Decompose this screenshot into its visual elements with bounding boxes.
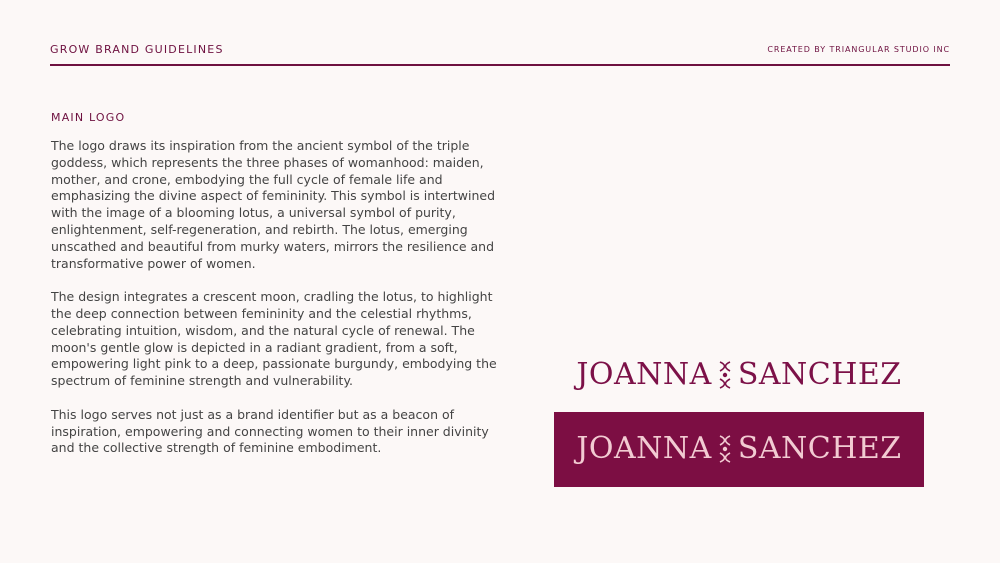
triple-moon-icon: [716, 434, 734, 464]
logo-description: [51, 138, 501, 474]
logo-last-name: SANCHEZ: [737, 357, 902, 392]
logo-wordmark-inverted: [554, 431, 924, 466]
logo-light-version: [554, 350, 924, 400]
logo-dark-version: [554, 412, 924, 487]
logo-first-name-inverted: JOANNA: [576, 431, 712, 466]
header-divider: [50, 64, 950, 66]
guidelines-title: GROW BRAND GUIDELINES: [50, 43, 224, 56]
section-title: MAIN LOGO: [51, 111, 126, 124]
paragraph-2: The design integrates a crescent moon, cradling the lotus, to highlight the deep connection between femininity and the celestial rhythms, celebrating intuition, wisdom, and the natural cycle of renewal. The moon's gentle glow is depicted in a radiant gradient, from a soft, empowering light pink to a deep, passionate burgundy, embodying the spectrum of feminine strength and vulnerability.: [51, 289, 497, 389]
studio-credit: CREATED BY TRIANGULAR STUDIO INC: [767, 45, 950, 54]
logo-first-name: JOANNA: [576, 357, 712, 392]
paragraph-3: This logo serves not just as a brand identifier but as a beacon of inspiration, empowering and connecting women to their inner divinity and the collective strength of feminine embodiment.: [51, 406, 489, 456]
triple-moon-icon: [716, 360, 734, 390]
logo-last-name-inverted: SANCHEZ: [737, 431, 902, 466]
logo-wordmark: [554, 357, 924, 392]
paragraph-1: The logo draws its inspiration from the ancient symbol of the triple goddess, which represents the three phases of womanhood: maiden, mother, and crone, embodying the full cycle of female life and emphasizing the divine aspect of femininity. This symbol is intertwined with the image of a blooming lotus, a universal symbol of purity, enlightenment, self-regeneration, and rebirth. The lotus, emerging unscathed and beautiful from murky waters, mirrors the resilience and transformative power of women.: [51, 138, 496, 271]
